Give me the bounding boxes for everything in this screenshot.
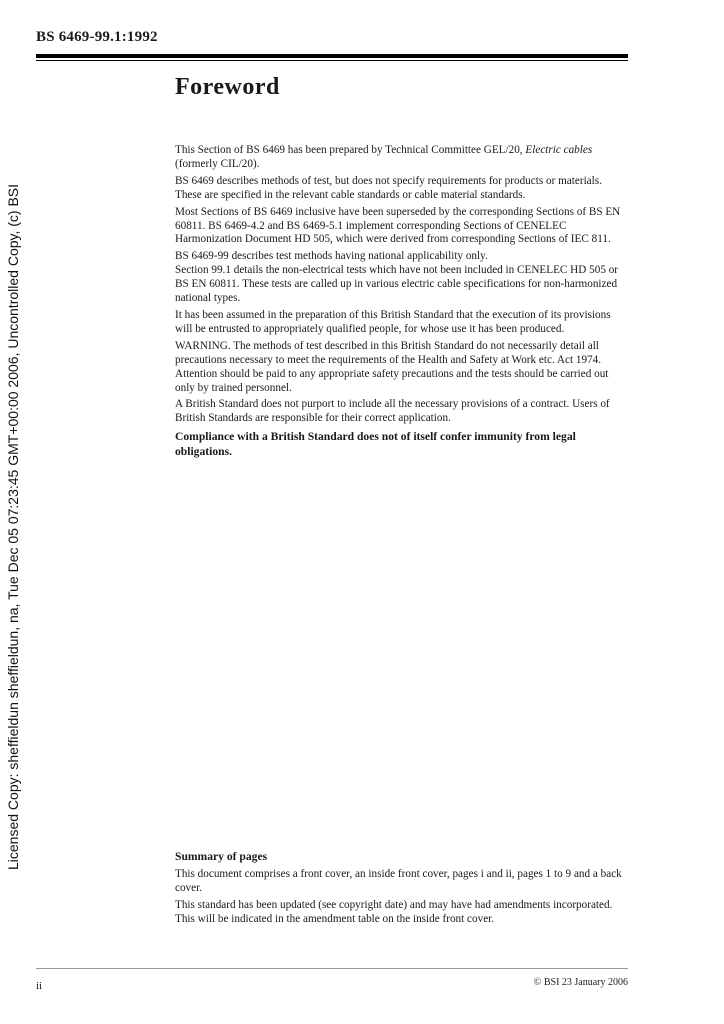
paragraph-committee: This Section of BS 6469 has been prepared by Technical Committee GEL/20, Electric cables (formerly CIL/20). [175,144,593,170]
footer-rule [36,968,628,969]
copyright-notice: © BSI 23 January 2006 [533,977,628,988]
page-number: ii [36,980,43,992]
paragraph-warning: WARNING. The methods of test described in this British Standard do not necessarily detail all precautions necessary to meet the requirements of the Health and Safety at Work etc. Act 1974. Attention should be paid to any appropriate safety precautions and the tests should be carried out only by trained personnel. [175,339,609,394]
summary-title: Summary of pages [175,850,268,863]
foreword-body [175,144,628,462]
paragraph-section-details: Section 99.1 details the non-electrical tests which have not been included in CENELEC HD 505 or BS EN 60811. These tests are called up in various electric cable specifications for non-harmonized national types. [175,264,619,305]
summary-paragraph-1: This document comprises a front cover, an inside front cover, pages i and ii, pages 1 to 9 and a back cover. [175,867,622,894]
paragraph-compliance: Compliance with a British Standard does not of itself confer immunity from legal obligations. [175,430,576,459]
paragraph-national: BS 6469-99 describes test methods having national applicability only. [175,250,488,263]
paragraph-contract: A British Standard does not purport to include all the necessary provisions of a contract. Users of British Standards are responsible for their correct application. [175,398,610,425]
summary-of-pages [175,850,628,930]
paragraph-assumption: It has been assumed in the preparation of this British Standard that the execution of its provisions will be entrusted to appropriately qualified people, for whose use it has been produced. [175,308,611,335]
summary-paragraph-2: This standard has been updated (see copyright date) and may have had amendments incorporated. This will be indicated in the amendment table on the inside front cover. [175,898,613,925]
header-rule-thin [36,60,628,61]
header-rule [36,54,628,58]
paragraph-scope: BS 6469 describes methods of test, but does not specify requirements for products or materials. These are specified in the relevant cable standards or cable material standards. [175,174,602,201]
paragraph-superseded: Most Sections of BS 6469 inclusive have been superseded by the corresponding Sections of BS EN 60811. BS 6469-4.2 and BS 6469-5.1 implement corresponding Sections of CENELEC Harmonization Document HD 505, which were derived from corresponding Sections of IEC 811. [175,205,621,246]
page-title: Foreword [175,74,280,100]
license-watermark: Licensed Copy: sheffieldun sheffieldun, na, Tue Dec 05 07:23:45 GMT+00:00 2006, Uncontrolled Copy, (c) BSI [5,183,21,870]
document-id: BS 6469-99.1:1992 [36,29,158,45]
